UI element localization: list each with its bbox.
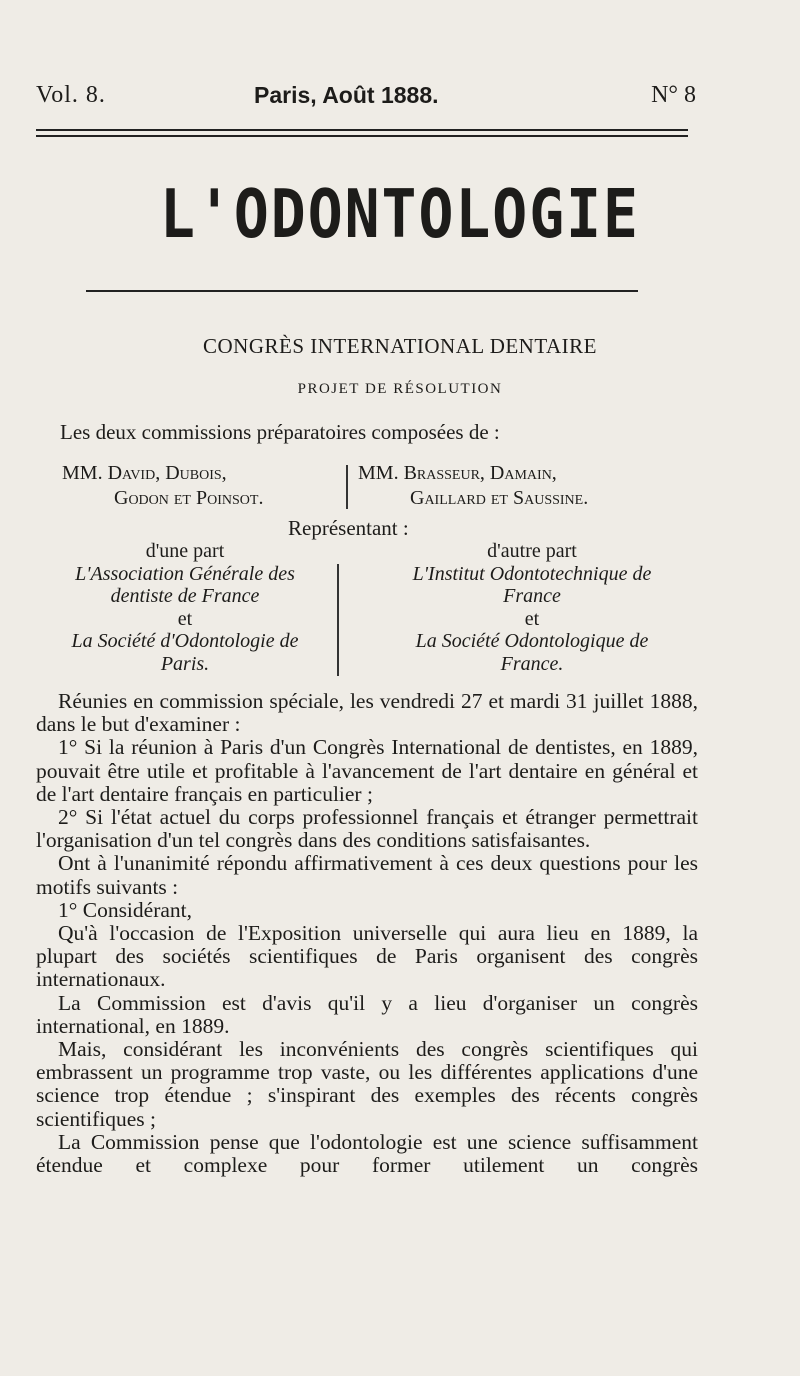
parties-left-line2: dentiste de France — [110, 585, 260, 607]
parties-left-line1: L'Association Générale des — [75, 562, 295, 585]
parties-right-line3: La Société Odontologique de — [415, 630, 649, 652]
page-header — [36, 82, 696, 116]
parties-left-line3: La Société d'Odontologie de — [71, 630, 299, 652]
members-left-line1: MM. David, Dubois, — [62, 462, 227, 484]
representing-label: Représentant : — [288, 516, 409, 540]
parties-divider — [337, 564, 339, 676]
paragraph-unanimity: Ont à l'unanimité répondu affirmativement à ces deux questions pour les motifs suivants : — [36, 851, 698, 899]
members-right-line1: MM. Brasseur, Damain, — [358, 462, 557, 484]
paragraph-odontology: La Commission pense que l'odontologie est une science suffisamment étendue et complexe pour former utilement un congrès — [36, 1129, 698, 1178]
members-left — [62, 461, 263, 511]
section-subtitle: PROJET DE RÉSOLUTION — [297, 381, 503, 397]
header-double-rule — [36, 129, 688, 137]
parties-left-heading: d'une part — [145, 540, 225, 562]
issue-number: N° 8 — [651, 82, 696, 108]
paragraph-question-2: 2° Si l'état actuel du corps professionnel français et étranger permettrait l'organisation d'un tel congrès dans des conditions satisfaisantes. — [36, 805, 698, 853]
parties-left — [40, 540, 330, 675]
volume-number: Vol. 8. — [36, 82, 106, 108]
members-right — [358, 461, 588, 511]
dateline: Paris, Août 1888. — [254, 82, 439, 108]
paragraph-question-1: 1° Si la réunion à Paris d'un Congrès International de dentistes, en 1889, pouvait être utile et profitable à l'avancement de l'art dentaire en général et de l'art dentaire français en particulier ; — [36, 735, 698, 806]
parties-right-conj: et — [524, 607, 540, 630]
parties-right-line1: L'Institut Odontotechnique de — [412, 562, 652, 585]
masthead-rule — [86, 290, 638, 292]
parties-left-conj: et — [177, 607, 193, 630]
intro-line: Les deux commissions préparatoires composées de : — [60, 420, 500, 444]
journal-masthead: L'ODONTOLOGIE — [160, 174, 640, 254]
parties-right-line2: France — [503, 585, 561, 607]
parties-right-heading: d'autre part — [487, 540, 577, 562]
parties-left-line4: Paris. — [160, 652, 210, 675]
commission-members — [62, 461, 702, 513]
section-title: CONGRÈS INTERNATIONAL DENTAIRE — [202, 334, 597, 358]
represented-parties — [40, 540, 720, 680]
parties-right — [362, 540, 702, 675]
members-divider — [346, 465, 348, 509]
resolution-body — [36, 690, 698, 1177]
members-left-line2: Godon et Poinsot. — [114, 487, 264, 509]
parties-right-line4: France. — [500, 652, 564, 675]
paragraph-exposition: Qu'à l'occasion de l'Exposition universelle qui aura lieu en 1889, la plupart des sociétés scientifiques de Paris organisent des congrès internationaux. — [36, 921, 698, 992]
paragraph-considering: 1° Considérant, — [58, 897, 192, 922]
paragraph-inconveniences: Mais, considérant les inconvénients des congrès scientifiques qui embrassent un programme trop vaste, ou les différentes applications d'une science trop étendue ; s'inspirant des exemples des récents congrès scientifiques ; — [36, 1037, 698, 1131]
members-right-line2: Gaillard et Saussine. — [410, 487, 589, 509]
paragraph-meeting: Réunies en commission spéciale, les vendredi 27 et mardi 31 juillet 1888, dans le but d'examiner : — [36, 689, 698, 737]
paragraph-commission-opinion: La Commission est d'avis qu'il y a lieu d'organiser un congrès international, en 1889. — [36, 990, 698, 1038]
